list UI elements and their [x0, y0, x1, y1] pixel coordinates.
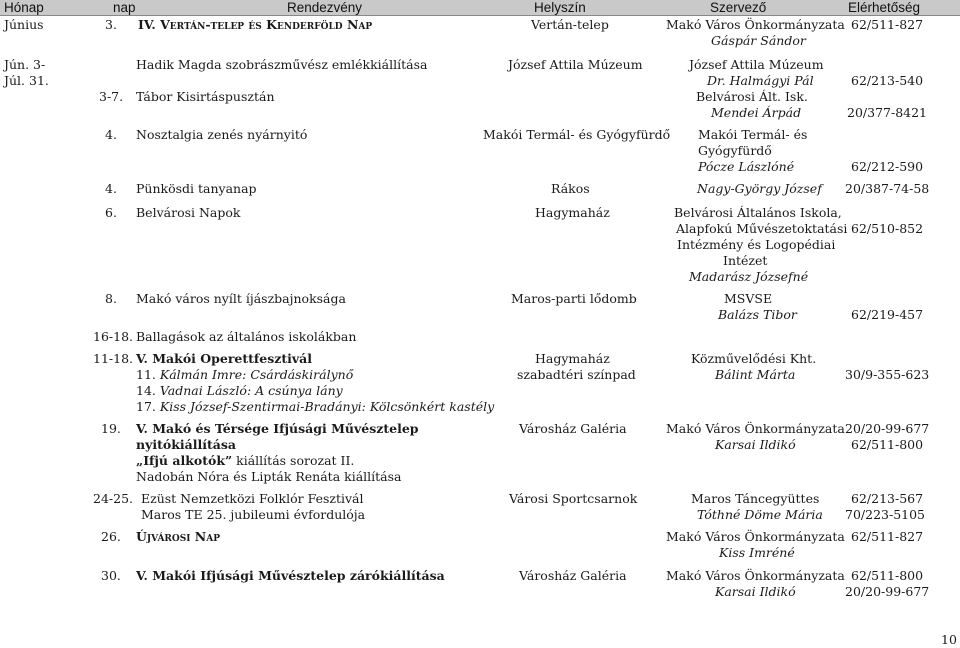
- event-line: Nadobán Nóra és Lipták Renáta kiállítása: [136, 469, 402, 484]
- phone-cell: 30/9-355-623: [845, 367, 930, 382]
- event-title: nyitókiállítása: [136, 437, 236, 452]
- phone-cell: 20/387-74-58: [845, 181, 930, 196]
- organizer-cell: MSVSE: [724, 291, 773, 306]
- event-line: [136, 399, 494, 414]
- event-cell: Hadik Magda szobrászművész emlékkiállítása: [136, 57, 428, 72]
- day-cell: 6.: [105, 205, 117, 220]
- event-line-text: kiállítás sorozat II.: [232, 453, 355, 468]
- organizer-cell: Közművelődési Kht.: [691, 351, 817, 366]
- event-title: Újvárosi Nap: [136, 529, 220, 544]
- header-contact: Elérhetőség: [848, 0, 921, 15]
- phone-cell: 62/510-852: [851, 221, 924, 236]
- contact-person: Nagy-György József: [697, 181, 822, 196]
- phone-cell: 62/511-827: [851, 529, 924, 544]
- day-cell: 4.: [105, 127, 117, 142]
- venue-cell: Maros-parti lődomb: [511, 291, 637, 306]
- contact-person: Karsai Ildikó: [715, 437, 796, 452]
- event-line-number: 11.: [136, 367, 160, 382]
- organizer-cell: Gyógyfürdő: [698, 143, 772, 158]
- phone-cell: 62/213-567: [851, 491, 924, 506]
- event-line-bold: „Ifjú alkotók”: [136, 453, 233, 468]
- venue-cell: Városház Galéria: [519, 568, 627, 583]
- event-line-text: Kálmán Imre: Csárdáskirálynő: [159, 367, 354, 382]
- venue-cell: Makói Termál- és Gyógyfürdő: [483, 127, 671, 142]
- organizer-cell: Makó Város Önkormányzata: [666, 568, 845, 583]
- contact-person: Madarász Józsefné: [689, 269, 809, 284]
- event-cell: Makó város nyílt íjászbajnoksága: [136, 291, 346, 306]
- phone-cell: 62/213-540: [851, 73, 924, 88]
- organizer-cell: Makó Város Önkormányzata: [666, 421, 845, 436]
- organizer-cell: Makói Termál- és: [698, 127, 808, 142]
- day-cell: 8.: [105, 291, 117, 306]
- day-cell: 3.: [105, 17, 117, 32]
- contact-person: Balázs Tibor: [718, 307, 797, 322]
- phone-cell: 70/223-5105: [845, 507, 926, 522]
- event-title: V. Makói Operettfesztivál: [136, 351, 313, 366]
- venue-cell: Hagymaház: [535, 205, 610, 220]
- organizer-cell: Intézet: [723, 253, 768, 268]
- phone-cell: 62/219-457: [851, 307, 924, 322]
- contact-person: Tóthné Döme Mária: [697, 507, 823, 522]
- contact-person: Kiss Imréné: [719, 545, 795, 560]
- month-cell: Június: [4, 17, 44, 32]
- event-line: [136, 383, 343, 398]
- organizer-cell: Makó Város Önkormányzata: [666, 529, 845, 544]
- phone-cell: 20/20-99-677: [845, 421, 930, 436]
- contact-person: Dr. Halmágyi Pál: [707, 73, 814, 88]
- venue-cell: szabadtéri színpad: [517, 367, 636, 382]
- organizer-cell: Alapfokú Művészetoktatási: [676, 221, 848, 236]
- contact-person: Pócze Lászlóné: [698, 159, 795, 174]
- event-cell: Pünkösdi tanyanap: [136, 181, 257, 196]
- event-line: [136, 453, 354, 468]
- event-title: Vertán-telep és Kenderföld Nap: [160, 17, 373, 32]
- venue-cell: Városház Galéria: [519, 421, 627, 436]
- organizer-cell: Belvárosi Általános Iskola,: [674, 205, 842, 220]
- phone-cell: 62/511-827: [851, 17, 924, 32]
- event-title: V. Makó és Térsége Ifjúsági Művésztelep: [136, 421, 419, 436]
- contact-person: Mendei Árpád: [711, 105, 802, 120]
- venue-cell: Városi Sportcsarnok: [509, 491, 638, 506]
- organizer-cell: Intézmény és Logopédiai: [677, 237, 836, 252]
- phone-cell: 62/511-800: [851, 568, 924, 583]
- header-organizer: Szervező: [710, 0, 767, 15]
- phone-cell: 62/511-800: [851, 437, 924, 452]
- header-month: Hónap: [4, 0, 44, 15]
- venue-cell: Vertán-telep: [531, 17, 609, 32]
- event-cell: Ezüst Nemzetközi Folklór Fesztivál: [141, 491, 364, 506]
- event-title: V. Makói Ifjúsági Művésztelep zárókiállítása: [136, 568, 445, 583]
- organizer-cell: Belvárosi Ált. Isk.: [696, 89, 808, 104]
- event-line-text: Vadnai László: A csúnya lány: [159, 383, 343, 398]
- organizer-cell: József Attila Múzeum: [689, 57, 824, 72]
- event-line: [136, 367, 353, 382]
- organizer-cell: Makó Város Önkormányzata: [666, 17, 845, 32]
- event-line-text: Kiss József-Szentirmai-Bradányi: Kölcsönkért kastély: [159, 399, 495, 414]
- event-cell: Nosztalgia zenés nyárnyitó: [136, 127, 308, 142]
- phone-cell: 20/377-8421: [847, 105, 928, 120]
- event-line-number: 17.: [136, 399, 160, 414]
- day-cell: 3-7.: [99, 89, 124, 104]
- day-cell: 16-18.: [93, 329, 134, 344]
- event-line-number: 14.: [136, 383, 160, 398]
- event-cell: [138, 17, 372, 32]
- header-event: Rendezvény: [287, 0, 363, 15]
- month-cell: Jún. 3-: [4, 57, 46, 72]
- contact-person: Gáspár Sándor: [711, 33, 806, 48]
- event-prefix: IV.: [138, 17, 161, 32]
- day-cell: 24-25.: [93, 491, 134, 506]
- header-venue: Helyszín: [534, 0, 586, 15]
- day-cell: 19.: [101, 421, 121, 436]
- day-cell: 26.: [101, 529, 121, 544]
- event-cell: Belvárosi Napok: [136, 205, 241, 220]
- venue-cell: Rákos: [551, 181, 590, 196]
- day-cell: 4.: [105, 181, 117, 196]
- contact-person: Bálint Márta: [715, 367, 796, 382]
- month-cell: Júl. 31.: [4, 73, 49, 88]
- header-day: nap: [113, 0, 136, 15]
- table-header: [0, 0, 960, 16]
- phone-cell: 62/212-590: [851, 159, 924, 174]
- phone-cell: 20/20-99-677: [845, 584, 930, 599]
- venue-cell: Hagymaház: [535, 351, 610, 366]
- organizer-cell: Maros Táncegyüttes: [691, 491, 820, 506]
- event-cell: Ballagások az általános iskolákban: [136, 329, 357, 344]
- venue-cell: József Attila Múzeum: [508, 57, 643, 72]
- day-cell: 30.: [101, 568, 121, 583]
- page-number: 10: [941, 632, 957, 647]
- event-cell: Maros TE 25. jubileumi évfordulója: [141, 507, 366, 522]
- event-cell: Tábor Kisirtáspusztán: [136, 89, 275, 104]
- contact-person: Karsai Ildikó: [715, 584, 796, 599]
- day-cell: 11-18.: [93, 351, 134, 366]
